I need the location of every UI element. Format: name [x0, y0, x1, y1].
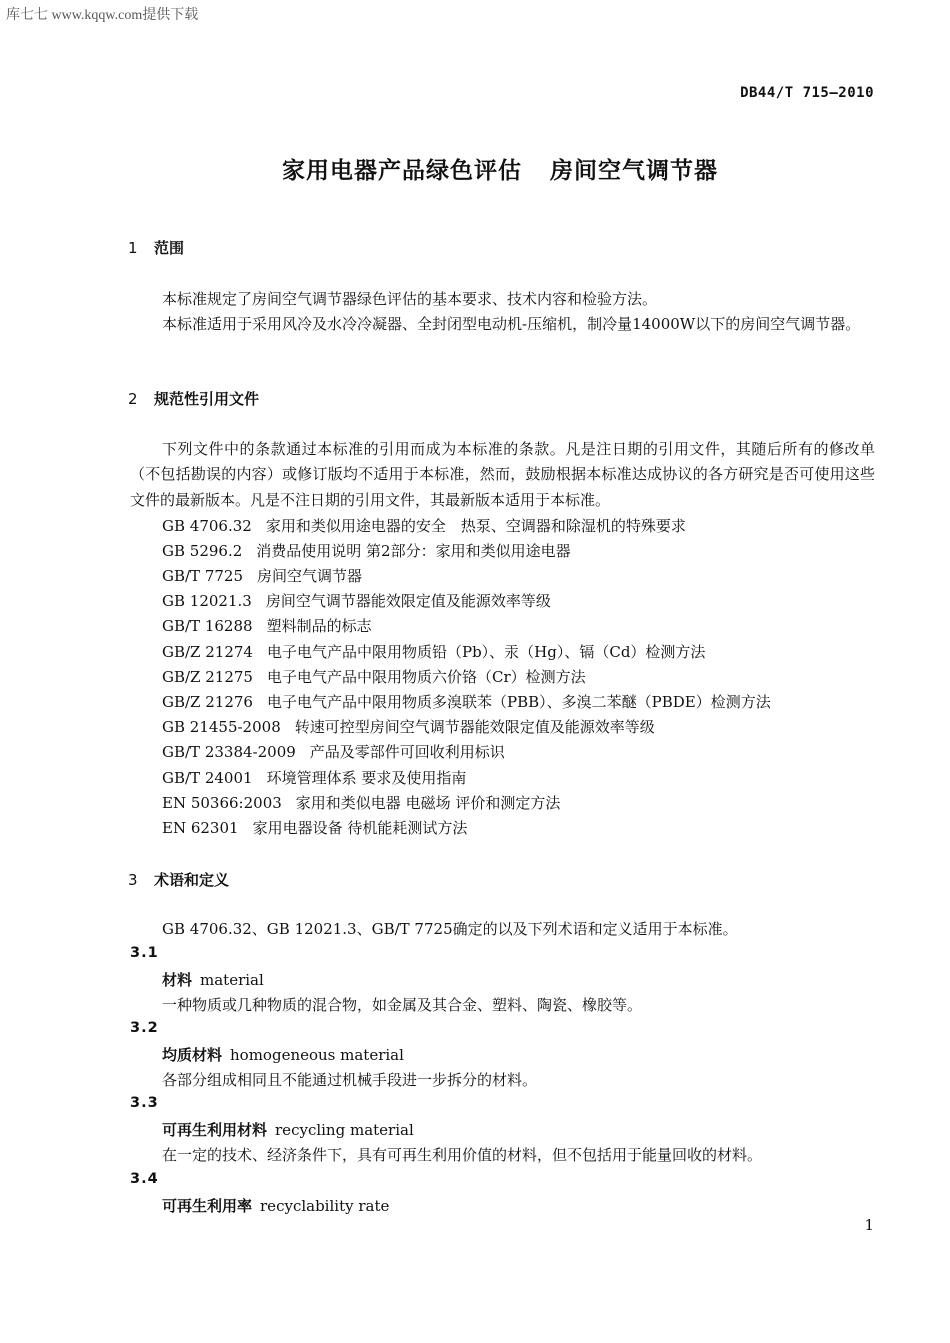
reference-item — [162, 792, 560, 813]
reference-code: GB 4706.32 — [162, 517, 252, 535]
reference-code: EN 62301 — [162, 819, 239, 837]
reference-code: GB/T 24001 — [162, 769, 253, 787]
reference-item — [162, 515, 686, 536]
reference-code: GB/Z 21275 — [162, 668, 253, 686]
reference-item — [162, 666, 586, 687]
term-name — [162, 969, 264, 990]
term-name-en: recycling material — [275, 1121, 414, 1139]
reference-code: EN 50366:2003 — [162, 794, 282, 812]
term-number: 3.2 — [130, 1020, 159, 1036]
document-title-part2: 房间空气调节器 — [550, 158, 718, 184]
reference-title: 消费品使用说明 第2部分：家用和类似用途电器 — [256, 542, 571, 560]
reference-title: 房间空气调节器能效限定值及能源效率等级 — [265, 592, 551, 610]
reference-title: 家用和类似用途电器的安全 热泵、空调器和除湿机的特殊要求 — [265, 517, 686, 535]
section-title: 术语和定义 — [154, 871, 230, 889]
term-name-zh: 材料 — [162, 971, 193, 989]
standard-code: DB44/T 715—2010 — [740, 85, 874, 101]
term-name-en: recyclability rate — [260, 1197, 390, 1215]
section-1-paragraph-1: 本标准规定了房间空气调节器绿色评估的基本要求、技术内容和检验方法。 — [162, 290, 658, 308]
section-1-heading — [128, 237, 184, 258]
section-1-paragraph-2: 本标准适用于采用风冷及水冷冷凝器、全封闭型电动机-压缩机，制冷量14000W以下的房间空气调节器。 — [162, 315, 861, 333]
watermark: 库七七 www.kqqw.com提供下载 — [6, 8, 199, 23]
reference-title: 塑料制品的标志 — [266, 617, 372, 635]
term-number: 3.3 — [130, 1095, 159, 1111]
reference-code: GB 21455-2008 — [162, 718, 281, 736]
reference-code: GB/T 16288 — [162, 617, 253, 635]
term-number: 3.1 — [130, 945, 159, 961]
reference-item — [162, 540, 571, 561]
section-number: 2 — [128, 390, 138, 408]
section-3-heading — [128, 869, 229, 890]
reference-code: GB 12021.3 — [162, 592, 252, 610]
page-number: 1 — [864, 1216, 874, 1234]
term-name — [162, 1195, 389, 1216]
section-title: 规范性引用文件 — [154, 390, 260, 408]
reference-item — [162, 565, 362, 586]
document-title — [0, 152, 950, 185]
section-number: 1 — [128, 239, 138, 257]
reference-title: 环境管理体系 要求及使用指南 — [266, 769, 467, 787]
reference-title: 家用和类似电器 电磁场 评价和测定方法 — [295, 794, 561, 812]
section-2-paragraph-1: 下列文件中的条款通过本标准的引用而成为本标准的条款。凡是注日期的引用文件，其随后所有的修改单（不包括勘误的内容）或修订版均不适用于本标准，然而，鼓励根据本标准达成协议的各方研究是否可使用这些文件的最新版本。凡是不注日期的引用文件，其最新版本适用于本标准。 — [130, 440, 875, 509]
reference-item — [162, 817, 467, 838]
term-definition: 各部分组成相同且不能通过机械手段进一步拆分的材料。 — [162, 1071, 538, 1089]
term-name-zh: 均质材料 — [162, 1046, 223, 1064]
term-name-en: material — [200, 971, 264, 989]
section-number: 3 — [128, 871, 138, 889]
reference-code: GB/T 23384-2009 — [162, 743, 296, 761]
reference-title: 电子电气产品中限用物质六价铬（Cr）检测方法 — [266, 668, 586, 686]
reference-item — [162, 641, 705, 662]
reference-title: 家用电器设备 待机能耗测试方法 — [252, 819, 468, 837]
term-definition: 一种物质或几种物质的混合物，如金属及其合金、塑料、陶瓷、橡胶等。 — [162, 996, 643, 1014]
reference-item — [162, 691, 771, 712]
reference-code: GB 5296.2 — [162, 542, 243, 560]
reference-item — [162, 767, 466, 788]
term-name — [162, 1044, 404, 1065]
reference-title: 转速可控型房间空气调节器能效限定值及能源效率等级 — [294, 718, 655, 736]
term-definition: 在一定的技术、经济条件下，具有可再生利用价值的材料，但不包括用于能量回收的材料。 — [162, 1146, 763, 1164]
reference-item — [162, 716, 655, 737]
term-name-zh: 可再生利用材料 — [162, 1121, 268, 1139]
reference-title: 电子电气产品中限用物质多溴联苯（PBB）、多溴二苯醚（PBDE）检测方法 — [266, 693, 771, 711]
section-2-heading — [128, 388, 259, 409]
reference-item — [162, 741, 505, 762]
document-title-part1: 家用电器产品绿色评估 — [282, 158, 522, 184]
section-title: 范围 — [154, 239, 185, 257]
section-3-intro: GB 4706.32、GB 12021.3、GB/T 7725确定的以及下列术语和定义适用于本标准。 — [162, 920, 738, 938]
term-name — [162, 1119, 414, 1140]
term-name-en: homogeneous material — [230, 1046, 404, 1064]
reference-item — [162, 590, 551, 611]
reference-code: GB/T 7725 — [162, 567, 244, 585]
reference-item — [162, 615, 372, 636]
reference-title: 产品及零部件可回收利用标识 — [309, 743, 505, 761]
reference-code: GB/Z 21276 — [162, 693, 253, 711]
term-number: 3.4 — [130, 1171, 159, 1187]
reference-code: GB/Z 21274 — [162, 643, 253, 661]
term-name-zh: 可再生利用率 — [162, 1197, 253, 1215]
reference-title: 房间空气调节器 — [257, 567, 363, 585]
reference-title: 电子电气产品中限用物质铅（Pb）、汞（Hg）、镉（Cd）检测方法 — [266, 643, 706, 661]
